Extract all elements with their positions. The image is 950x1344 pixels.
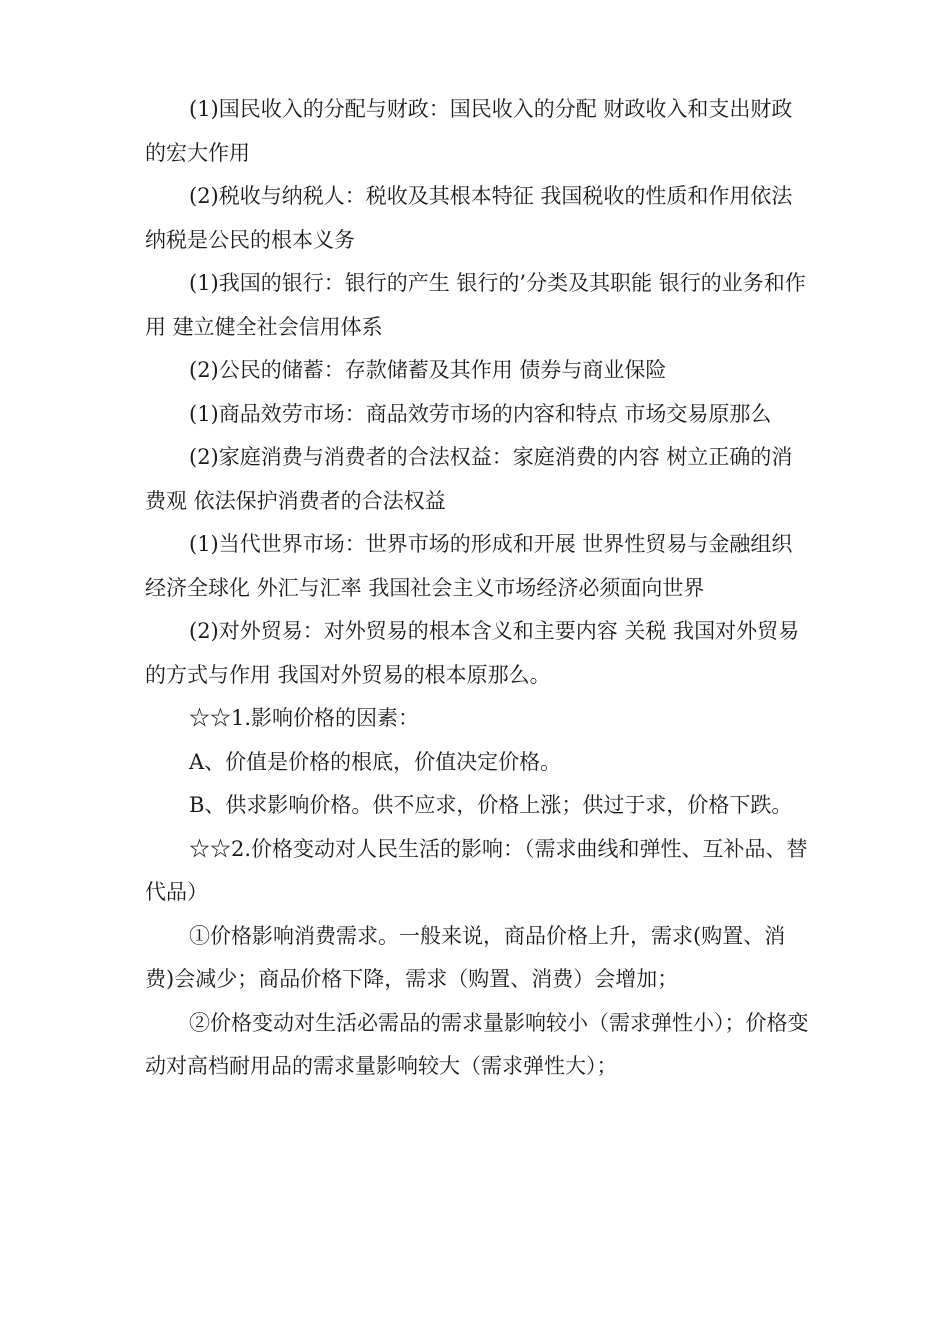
paragraph-demand-elasticity: ②价格变动对生活必需品的需求量影响较小（需求弹性小）；价格变动对高档耐用品的需求量影响较大（需求弹性大）；: [145, 1010, 809, 1078]
paragraph-taxation: (2)税收与纳税人：税收及其根本特征 我国税收的性质和作用依法纳税是公民的根本义务: [145, 184, 793, 252]
paragraph-household-consumption: (2)家庭消费与消费者的合法权益：家庭消费的内容 树立正确的消费观 依法保护消费者的合法权益: [145, 445, 793, 513]
paragraph-savings: (2)公民的储蓄：存款储蓄及其作用 债券与商业保险: [189, 358, 667, 382]
document-body: [145, 88, 810, 1089]
paragraph-banks: (1)我国的银行：银行的产生 银行的’分类及其职能 银行的业务和作用 建立健全社会信用体系: [145, 271, 806, 339]
paragraph-supply-demand: B、供求影响价格。供不应求，价格上涨；供过于求，价格下跌。: [189, 793, 793, 817]
paragraph-service-market: (1)商品效劳市场：商品效劳市场的内容和特点 市场交易原那么: [189, 401, 772, 426]
heading-price-change-effects: ☆☆2.价格变动对人民生活的影响：（需求曲线和弹性、互补品、替代品）: [145, 836, 808, 904]
paragraph-price-demand: ①价格影响消费需求。一般来说，商品价格上升，需求(购置、消费)会减少；商品价格下降，需求（购置、消费）会增加；: [145, 923, 786, 991]
paragraph-national-income: (1)国民收入的分配与财政：国民收入的分配 财政收入和支出财政的宏大作用: [145, 97, 793, 165]
heading-price-factors: ☆☆1.影响价格的因素：: [189, 706, 420, 730]
paragraph-value-determines-price: A、价值是价格的根底，价值决定价格。: [189, 749, 562, 774]
paragraph-foreign-trade: (2)对外贸易：对外贸易的根本含义和主要内容 关税 我国对外贸易的方式与作用 我国对外贸易的根本原那么。: [145, 619, 800, 687]
paragraph-world-market: (1)当代世界市场：世界市场的形成和开展 世界性贸易与金融组织 经济全球化 外汇与汇率 我国社会主义市场经济必须面向世界: [145, 532, 793, 600]
